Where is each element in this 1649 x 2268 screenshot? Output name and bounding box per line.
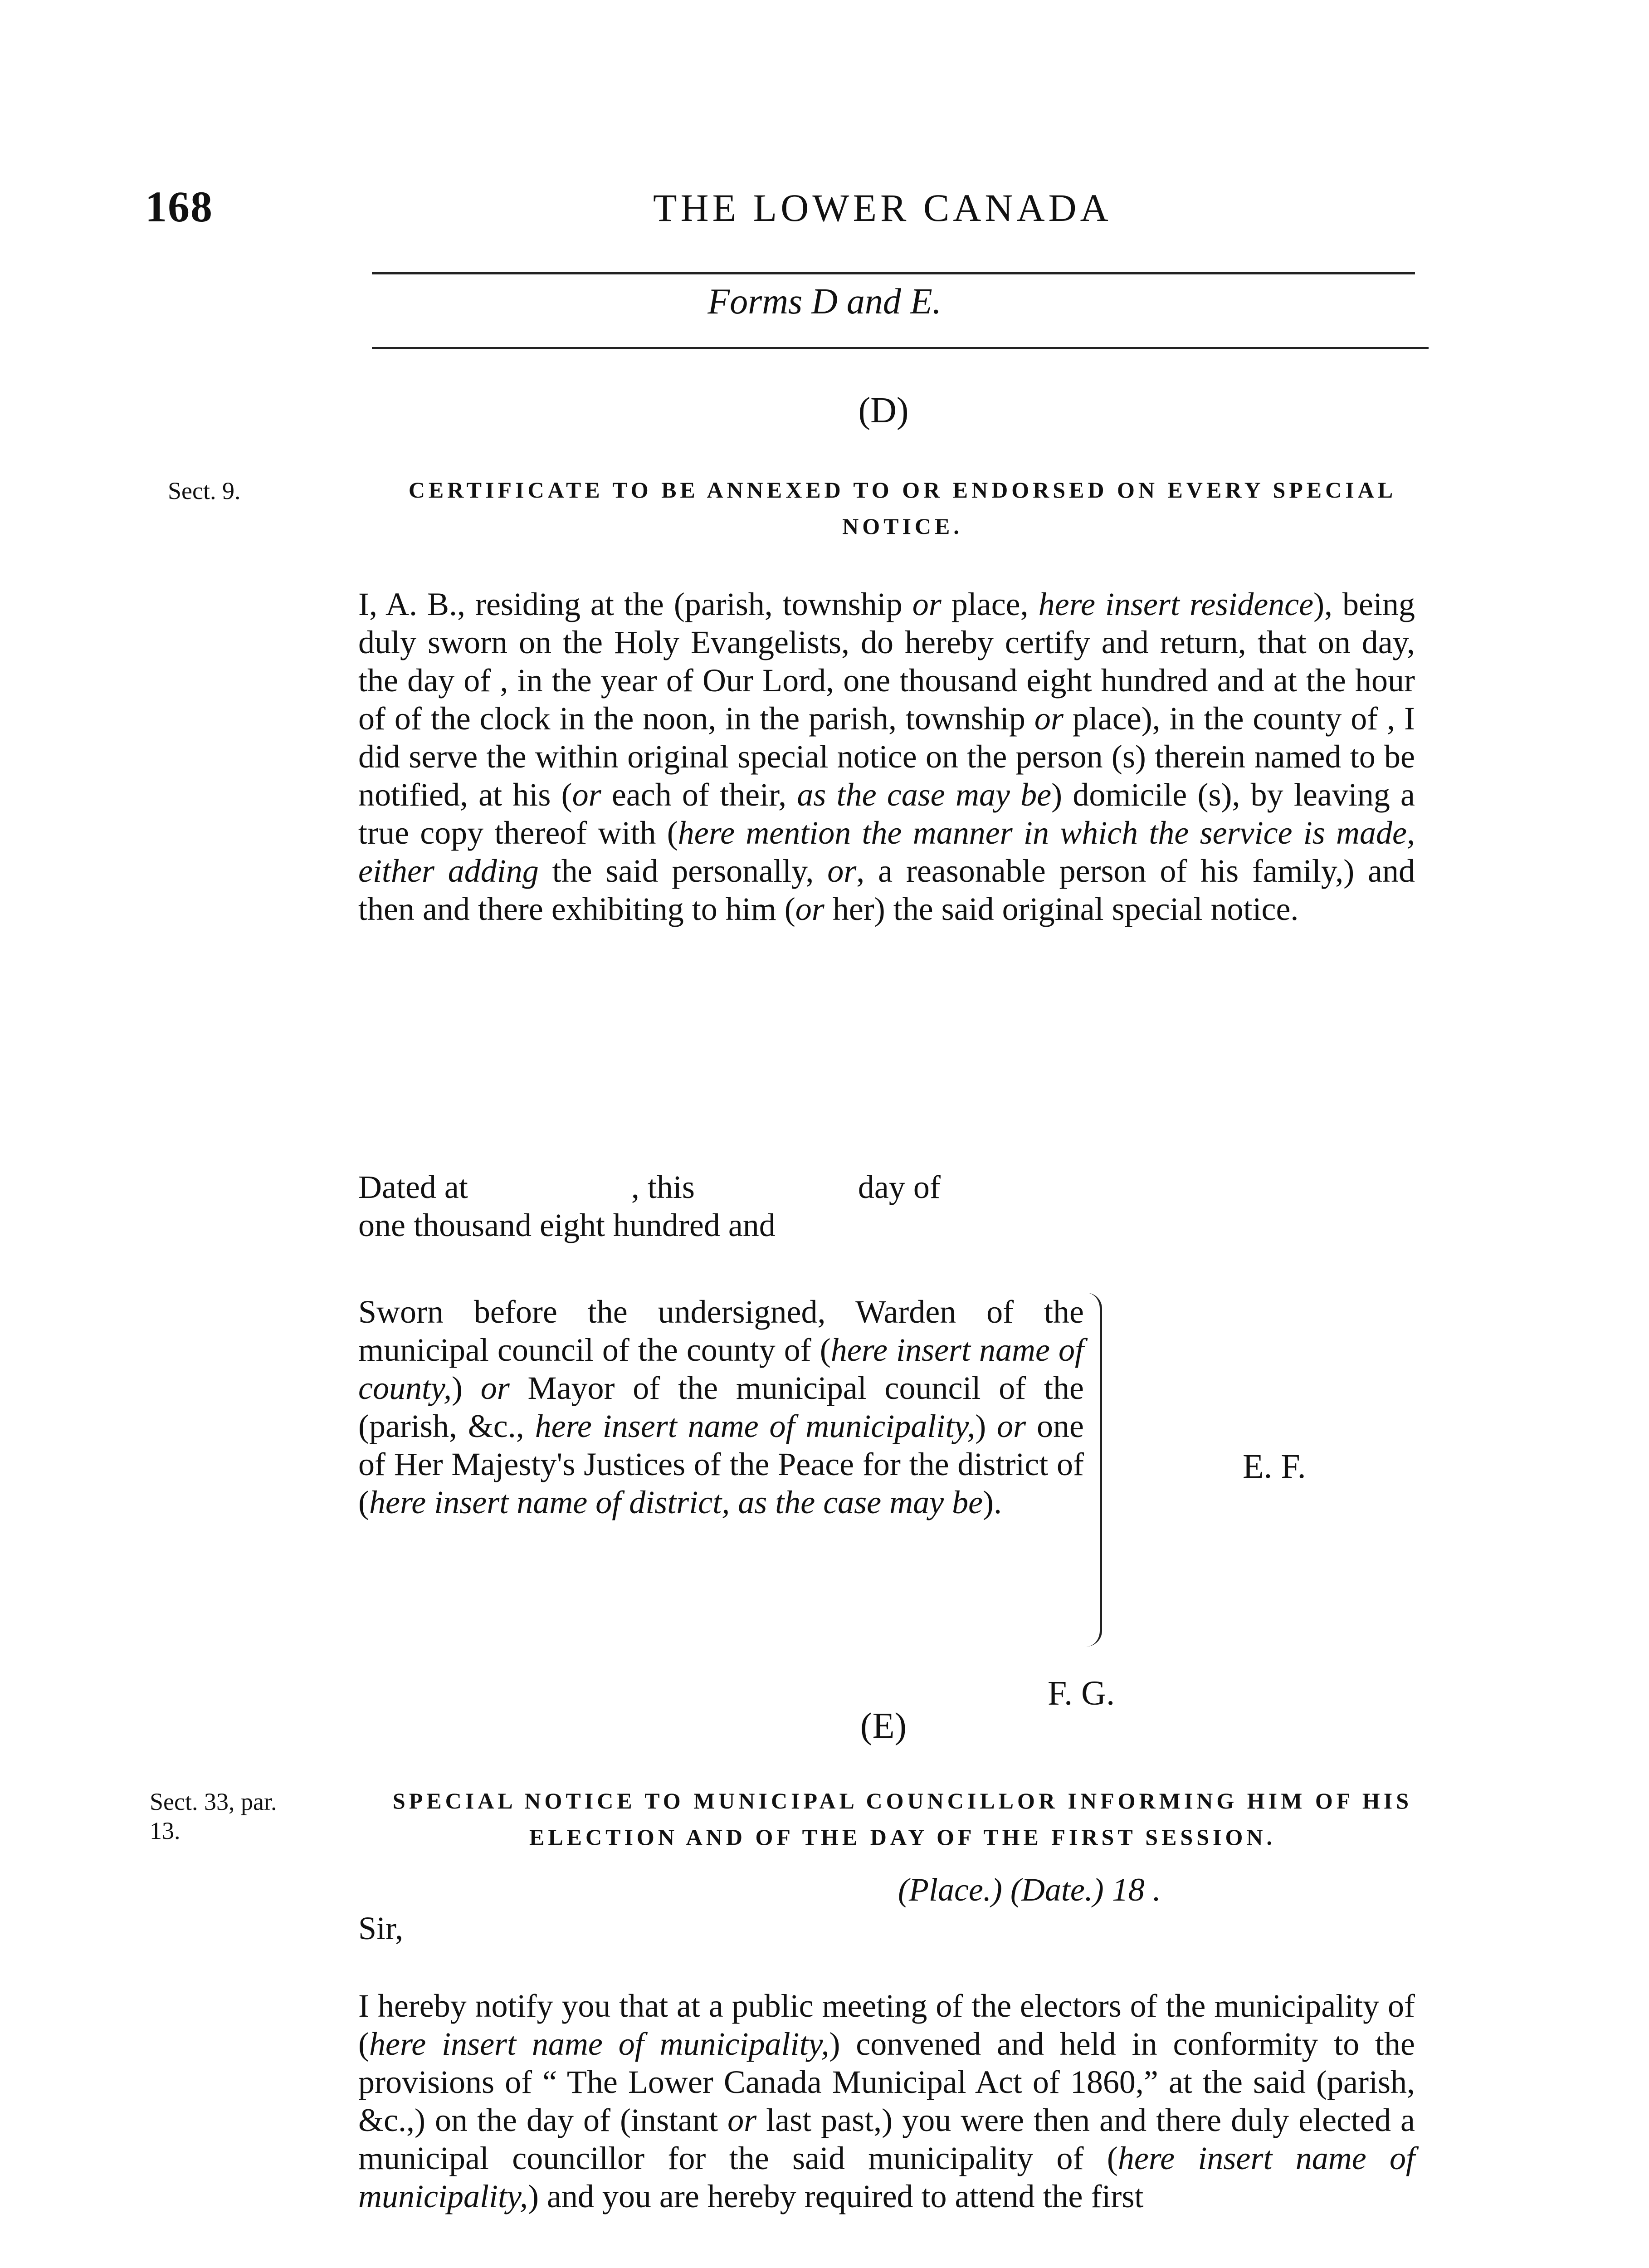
text-run: I hereby notify you that at a public meeting of the electors of the municipality of (: [358, 1988, 1415, 2062]
text-run: I, A. B., residing at the (parish, township: [358, 586, 912, 622]
text-run: ).: [983, 1484, 1002, 1520]
italic-run: or: [997, 1408, 1026, 1444]
text-run: Sworn before the undersigned, Warden of the municipal council of the county of (: [358, 1294, 1084, 1368]
italic-run: here insert residence: [1038, 586, 1314, 622]
top-rule: [372, 272, 1415, 274]
text-run: ) convened and held in conformity to the provisions of “ The Lower Canada Municipal Act of 1860,” at the said (parish, &c.,) on the day of (instant: [358, 2026, 1415, 2138]
text-run: ): [975, 1408, 997, 1444]
forms-title: Forms D and E.: [707, 282, 942, 322]
form-d-heading: CERTIFICATE TO BE ANNEXED TO OR ENDORSED ON EVERY SPECIAL NOTICE.: [408, 477, 1397, 539]
text-run: her) the said original special notice.: [824, 891, 1299, 927]
text-run: each of their,: [601, 777, 797, 813]
margin-note-form-e-line-1: Sect. 33, par.: [150, 1788, 277, 1815]
text-run: ) and you are hereby required to attend the first: [527, 2178, 1144, 2214]
text-run: the said personally,: [538, 853, 828, 889]
italic-run: or: [727, 2102, 757, 2138]
italic-run: here mention the manner in which the service is made, either adding: [358, 815, 1415, 889]
text-run: place), in the county of , I did serve the within original special notice on the person (s) therein named to be notified, at his (: [358, 700, 1415, 813]
running-head: THE LOWER CANADA: [653, 186, 1112, 230]
sub-rule: [372, 347, 1429, 349]
italic-run: here insert name of district, as the case may be: [369, 1484, 983, 1520]
italic-run: here insert name of county,: [358, 1332, 1084, 1406]
text-run: ): [451, 1370, 481, 1406]
italic-run: here insert name of municipality,: [535, 1408, 976, 1444]
text-run: ), being duly sworn on the Holy Evangelists, do hereby certify and return, that on day, the day of , in the year of Our Lord, one thousand eight hundred and at the hour of of the clock in the noon, in the parish, township: [358, 586, 1415, 737]
margin-note-form-d: Sect. 9.: [168, 477, 241, 504]
form-d-label: (D): [858, 391, 909, 430]
dated-line-2: one thousand eight hundred and: [358, 1207, 776, 1243]
signatory-ef: E. F.: [1243, 1447, 1306, 1486]
salutation: Sir,: [358, 1910, 404, 1946]
form-e-heading: SPECIAL NOTICE TO MUNICIPAL COUNCILLOR INFORMING HIM OF HIS ELECTION AND OF THE DAY OF THE FIRST SESSION.: [392, 1788, 1413, 1850]
italic-run: or: [827, 853, 857, 889]
sworn-block: [358, 1293, 1084, 1521]
text-run: ) domicile (s), by leaving a true copy thereof with (: [358, 777, 1415, 851]
italic-run: or: [912, 586, 942, 622]
dated-block: [358, 1168, 1415, 1244]
place-date-line: (Place.) (Date.) 18 .: [898, 1872, 1161, 1908]
page-number: 168: [145, 182, 213, 231]
italic-run: or: [1034, 700, 1064, 737]
italic-run: or: [795, 891, 824, 927]
signatory-fg: F. G.: [1048, 1674, 1115, 1712]
italic-run: or: [480, 1370, 510, 1406]
margin-note-form-e: [150, 1787, 277, 1845]
italic-run: as the case may be: [797, 777, 1052, 813]
form-d-body: [358, 585, 1415, 928]
text-run: one of Her Majesty's Justices of the Peace for the district of (: [358, 1408, 1084, 1520]
text-run: Mayor of the municipal council of the (parish, &c.,: [358, 1370, 1084, 1444]
italic-run: here insert name of municipality,: [369, 2026, 829, 2062]
form-e-body: [358, 1987, 1415, 2215]
sworn-brace: [1086, 1293, 1102, 1647]
margin-note-form-e-line-2: 13.: [150, 1817, 181, 1844]
text-run: place,: [941, 586, 1039, 622]
form-e-label: (E): [860, 1706, 907, 1746]
dated-line-1: Dated at , this day of: [358, 1169, 941, 1205]
text-run: , a reasonable person of his family,) and then and there exhibiting to him (: [358, 853, 1415, 927]
text-run: last past,) you were then and there duly elected a municipal councillor for the said municipality of (: [358, 2102, 1415, 2176]
italic-run: or: [572, 777, 601, 813]
italic-run: here insert name of municipality,: [358, 2140, 1415, 2214]
